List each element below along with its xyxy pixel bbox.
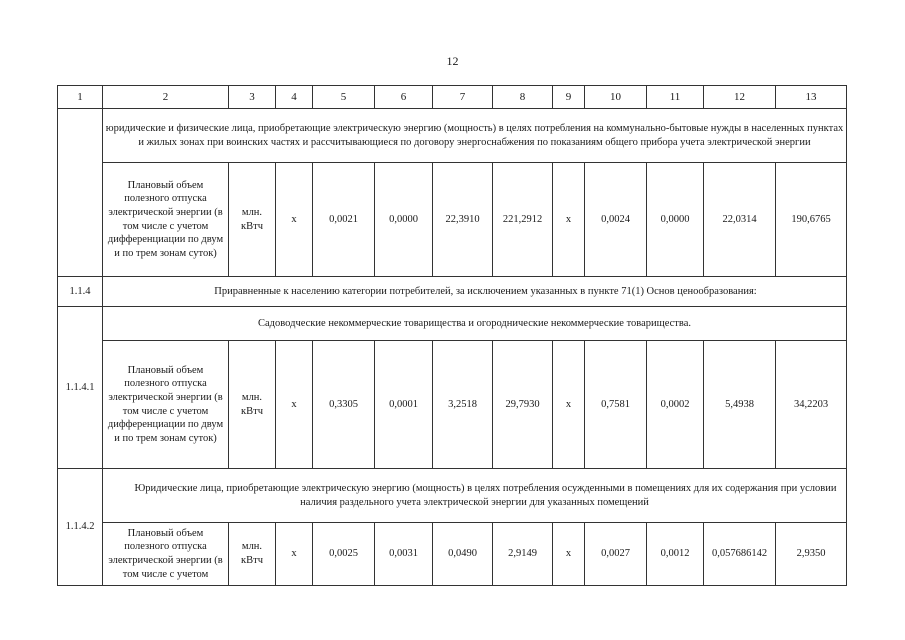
group-description: юридические и физические лица, приобретающие электрическую энергию (мощность) в целях потребления на коммунально-бытовые нужды в населенных пунктах и жилых зонах при воинских частях и рассчитывающиеся по договору энергоснабжения по показаниям общего прибора учета электрической энергии [103,109,847,163]
row-code [58,109,103,277]
value-cell: 0,057686142 [704,523,776,586]
value-cell: х [553,163,585,277]
value-cell: 0,0024 [585,163,647,277]
unit-cell: млн. кВтч [229,523,276,586]
section-description: Приравненные к населению категории потребителей, за исключением указанных в пункте 71(1) Основ ценообразования: [103,277,847,307]
column-header: 5 [313,86,375,109]
value-cell: х [276,341,313,469]
value-cell: 5,4938 [704,341,776,469]
item-description: Плановый объем полезного отпуска электрической энергии (в том числе с учетом дифференциации по двум и по трем зонам суток) [103,163,229,277]
value-cell: 0,0031 [375,523,433,586]
row-code: 1.1.4.2 [58,469,103,586]
value-cell: 3,2518 [433,341,493,469]
page-number: 12 [446,54,459,68]
value-cell: х [276,523,313,586]
value-cell: х [553,341,585,469]
column-header: 7 [433,86,493,109]
value-cell: 2,9149 [493,523,553,586]
value-cell: 221,2912 [493,163,553,277]
column-header-row [58,86,847,109]
value-cell: 22,3910 [433,163,493,277]
column-header: 3 [229,86,276,109]
table-row [58,469,847,523]
column-header: 2 [103,86,229,109]
group-description: Юридические лица, приобретающие электрическую энергию (мощность) в целях потребления осужденными в помещениях для их содержания при условии наличия раздельного учета электрической энергии для указанных помещений [103,469,847,523]
value-cell: 0,0021 [313,163,375,277]
unit-cell: млн. кВтч [229,341,276,469]
item-description: Плановый объем полезного отпуска электрической энергии (в том числе с учетом [103,523,229,586]
value-cell: 0,0001 [375,341,433,469]
unit-cell: млн. кВтч [229,163,276,277]
column-header: 10 [585,86,647,109]
group-description: Садоводческие некоммерческие товарищества и огороднические некоммерческие товарищества. [103,307,847,341]
value-cell: 0,7581 [585,341,647,469]
value-cell: 29,7930 [493,341,553,469]
value-cell: 0,0000 [375,163,433,277]
column-header: 1 [58,86,103,109]
column-header: 13 [776,86,847,109]
column-header: 4 [276,86,313,109]
value-cell: 0,0025 [313,523,375,586]
table-row [58,163,847,277]
value-cell: 34,2203 [776,341,847,469]
table-row [58,307,847,341]
row-code: 1.1.4.1 [58,307,103,469]
column-header: 8 [493,86,553,109]
tariff-table [57,85,847,586]
value-cell: 0,0027 [585,523,647,586]
item-description: Плановый объем полезного отпуска электрической энергии (в том числе с учетом дифференциации по двум и по трем зонам суток) [103,341,229,469]
value-cell: 0,0002 [647,341,704,469]
table-row [58,341,847,469]
table-row [58,277,847,307]
table-row [58,109,847,163]
table-row [58,523,847,586]
value-cell: 0,0490 [433,523,493,586]
row-code: 1.1.4 [58,277,103,307]
value-cell: х [553,523,585,586]
column-header: 11 [647,86,704,109]
value-cell: 2,9350 [776,523,847,586]
column-header: 12 [704,86,776,109]
value-cell: 0,3305 [313,341,375,469]
value-cell: 22,0314 [704,163,776,277]
column-header: 9 [553,86,585,109]
value-cell: 0,0000 [647,163,704,277]
value-cell: х [276,163,313,277]
value-cell: 0,0012 [647,523,704,586]
column-header: 6 [375,86,433,109]
value-cell: 190,6765 [776,163,847,277]
